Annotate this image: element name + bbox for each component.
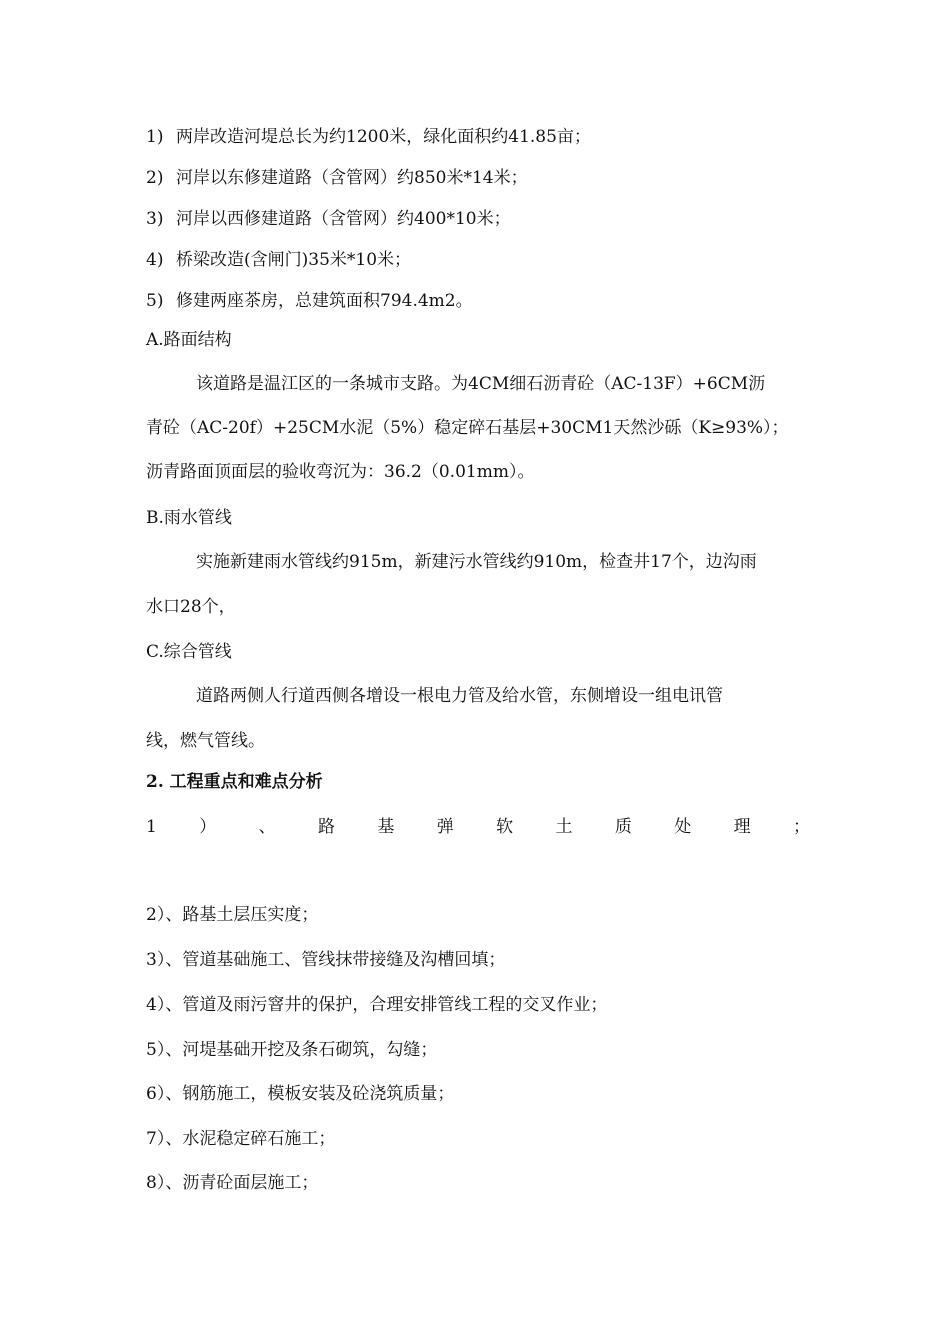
overview-item-number: 1): [146, 127, 164, 147]
overview-item-3: [146, 207, 511, 231]
difficulty-item-7: 7）、水泥稳定碎石施工；: [146, 1129, 336, 1149]
section-a-heading: A.路面结构: [146, 330, 232, 350]
overview-item-2: [146, 166, 528, 190]
difficulty-item-1-char: 质: [614, 817, 632, 837]
section-c-paragraph-line: 线，燃气管线。: [146, 731, 265, 751]
overview-item-text: 修建两座茶房，总建筑面积794.4m2。: [176, 291, 473, 311]
overview-item-text: 河岸以东修建道路（含管网）约850米*14米；: [176, 168, 528, 188]
section-c-paragraph-line: 道路两侧人行道西侧各增设一根电力管及给水管，东侧增设一组电讯管: [196, 686, 723, 706]
difficulty-item-1-char: ；: [792, 817, 810, 837]
difficulty-item-2: 2）、路基土层压实度；: [146, 905, 319, 925]
difficulty-item-3: 3）、管道基础施工、管线抹带接缝及沟槽回填；: [146, 950, 506, 970]
difficulty-item-8: 8）、沥青砼面层施工；: [146, 1173, 319, 1193]
difficulty-item-1-char: 处: [674, 817, 692, 837]
overview-item-text: 桥梁改造(含闸门)35米*10米；: [176, 250, 412, 270]
difficulty-item-1: [146, 815, 810, 839]
difficulty-item-1-char: 基: [377, 817, 395, 837]
difficulty-item-1-char: 、: [258, 817, 276, 837]
difficulty-item-6: 6）、钢筋施工，模板安装及砼浇筑质量；: [146, 1084, 455, 1104]
difficulty-item-1-char: 1: [146, 817, 157, 837]
overview-item-1: [146, 125, 591, 149]
difficulty-item-1-char: 土: [555, 817, 573, 837]
difficulty-item-1-char: 弹: [436, 817, 454, 837]
overview-item-5: [146, 289, 473, 313]
overview-item-4: [146, 248, 411, 272]
section-a-paragraph-line: 沥青路面顶面层的验收弯沉为：36.2（0.01mm）。: [146, 462, 535, 482]
overview-item-text: 两岸改造河堤总长为约1200米，绿化面积约41.85亩；: [176, 127, 591, 147]
section-b-heading: B.雨水管线: [146, 508, 232, 528]
overview-item-number: 2): [146, 168, 164, 188]
difficulty-item-1-char: 路: [317, 817, 335, 837]
difficulty-item-1-char: 软: [496, 817, 514, 837]
overview-item-number: 4): [146, 250, 164, 270]
section-b-paragraph-line: 水口28个，: [146, 597, 236, 617]
difficulty-item-1-char: ）: [199, 817, 217, 837]
difficulty-item-4: 4）、管道及雨污窨井的保护，合理安排管线工程的交叉作业；: [146, 995, 608, 1015]
overview-item-number: 5): [146, 291, 164, 311]
section-c-heading: C.综合管线: [146, 642, 232, 662]
section-b-paragraph-line: 实施新建雨水管线约915m，新建污水管线约910m，检查井17个，边沟雨: [196, 552, 757, 572]
section-a-paragraph-line: 该道路是温江区的一条城市支路。为4CM细石沥青砼（AC-13F）+6CM沥: [196, 374, 766, 394]
difficulty-item-5: 5）、河堤基础开挖及条石砌筑，勾缝；: [146, 1040, 438, 1060]
difficulty-item-1-char: 理: [733, 817, 751, 837]
section-a-paragraph-line: 青砼（AC-20f）+25CM水泥（5%）稳定碎石基层+30CM1天然沙砾（K≥93%）；: [146, 418, 789, 438]
overview-item-text: 河岸以西修建道路（含管网）约400*10米；: [176, 209, 511, 229]
overview-item-number: 3): [146, 209, 164, 229]
section-2-heading: 2. 工程重点和难点分析: [146, 772, 323, 792]
